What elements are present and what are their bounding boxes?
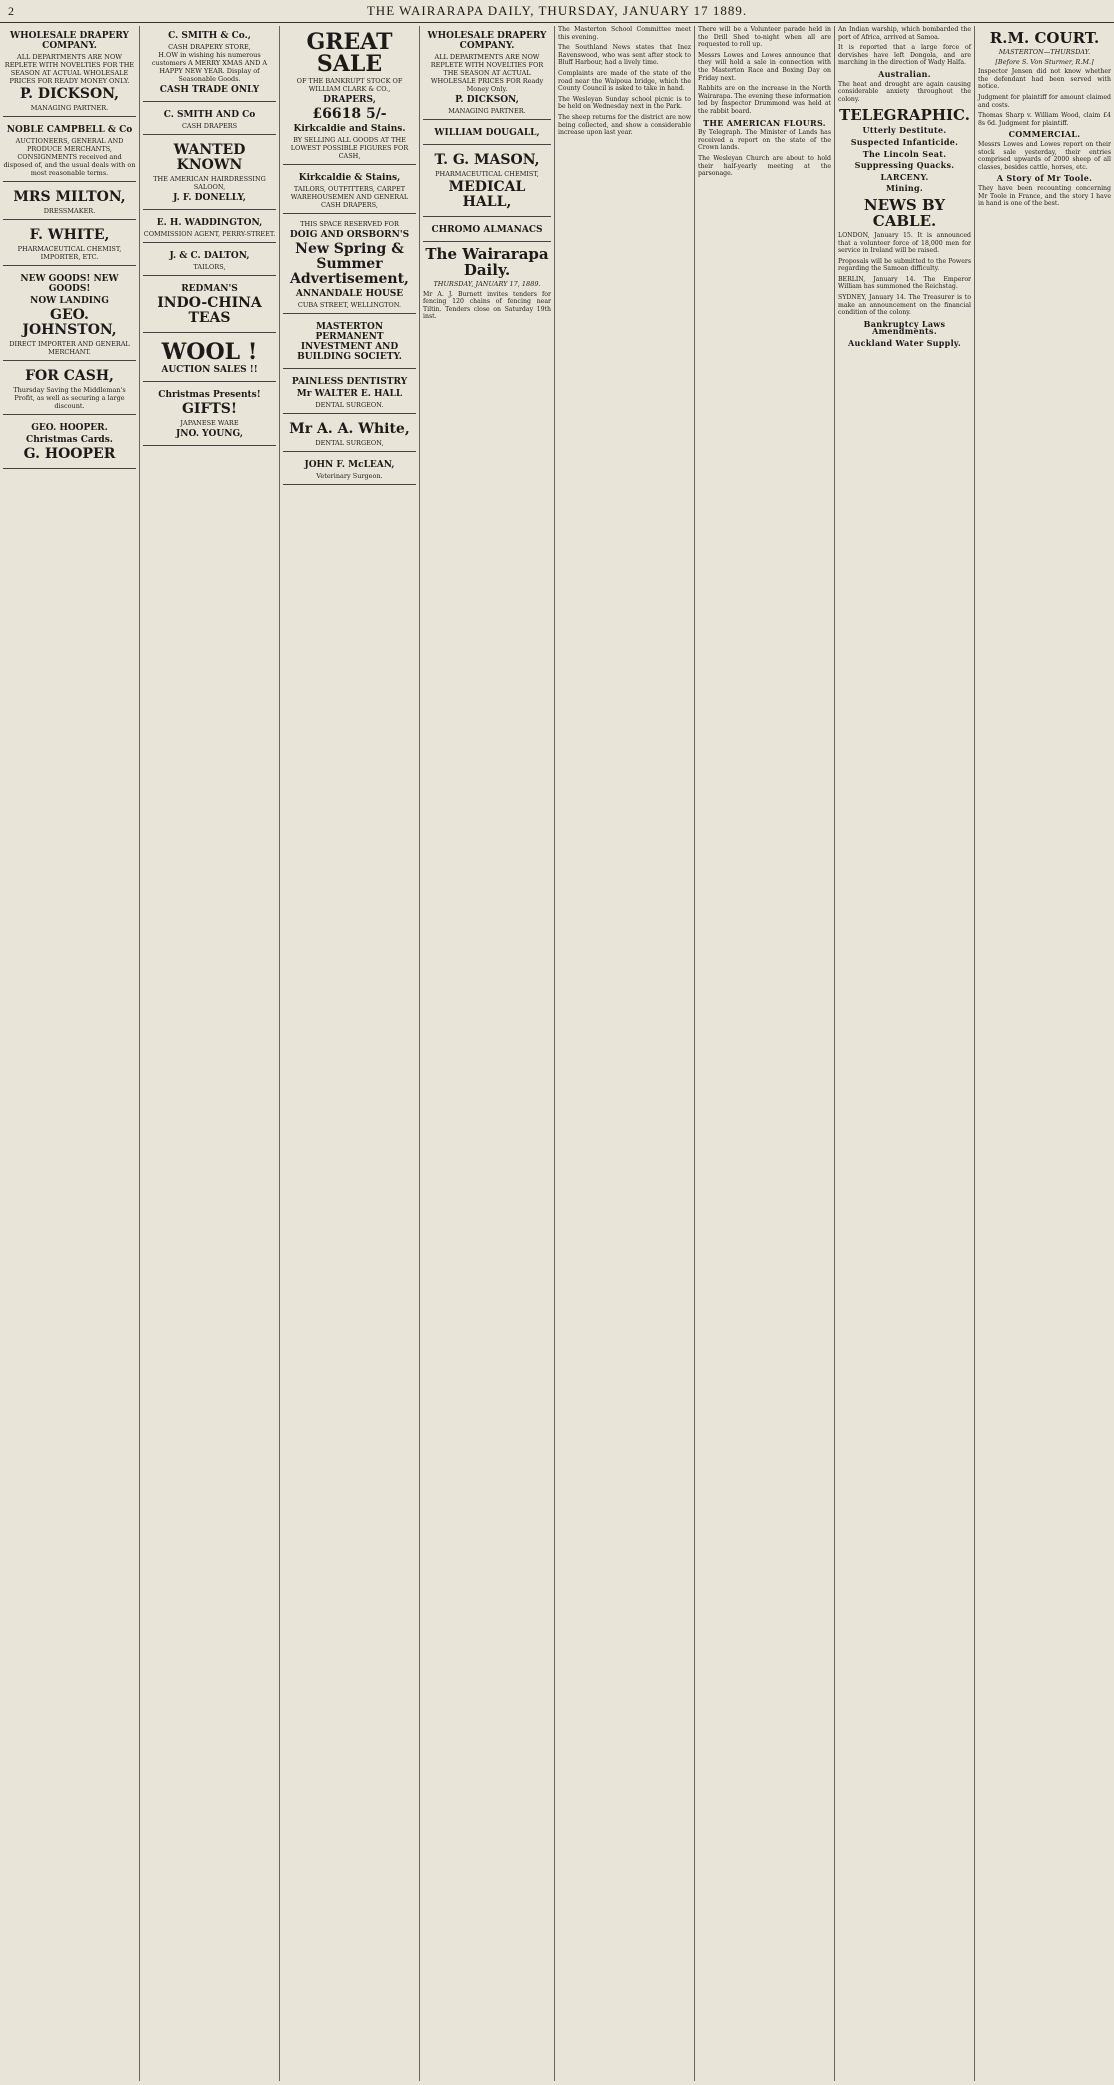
william-dougall-ad	[423, 123, 551, 145]
doig-orsborn-ad	[283, 217, 416, 314]
ad-subheading: THE AMERICAN HAIRDRESSING SALOON,	[153, 175, 266, 191]
tg-mason-ad	[423, 148, 551, 217]
masthead-title: THE WAIRARAPA DAILY, THURSDAY, JANUARY 17 1889.	[366, 3, 748, 18]
ad-heading: E. H. WADDINGTON,	[156, 218, 263, 228]
ad-subheading: NOW LANDING	[30, 296, 109, 306]
column-4	[420, 26, 555, 2081]
section-heading-telegraphic: TELEGRAPHIC.	[839, 106, 970, 125]
ad-subheading: Christmas Cards.	[26, 435, 113, 445]
news-paragraph: Inspector Jensen did not know whether the defendant had been served with notice.	[978, 68, 1111, 91]
news-paragraph: It is reported that a large force of dervishes have left Dongola, and are marching in the direction of Wady Halfa.	[838, 44, 971, 67]
ad-heading: F. WHITE,	[29, 227, 110, 243]
column-5	[555, 26, 695, 2081]
ad-heading: JOHN F. McLEAN,	[304, 460, 395, 470]
ad-name: J. F. DONELLY,	[173, 193, 246, 203]
chromo-almanacs-ad	[423, 220, 551, 242]
column-3	[280, 26, 420, 2081]
ad-heading: MASTERTON PERMANENT INVESTMENT AND BUILDING SOCIETY.	[297, 322, 402, 362]
ad-subheading: TAILORS,	[193, 263, 226, 271]
waddington-ad	[143, 213, 276, 243]
ad-subheading: OF THE BANKRUPT STOCK OF WILLIAM CLARK & CO.,	[296, 77, 403, 93]
ad-role: PHARMACEUTICAL CHEMIST,	[435, 170, 539, 178]
ad-subheading: CASH DRAPERS	[181, 122, 238, 130]
column-1	[0, 26, 140, 2081]
redmans-teas-ad	[143, 279, 276, 333]
ad-role: Veterinary Surgeon.	[316, 472, 383, 480]
news-paragraph: Complaints are made of the state of the road near the Waipoua bridge, which the County Council is asked to take in hand.	[558, 69, 691, 93]
f-white-ad	[3, 223, 136, 266]
kirkcaldie-stains-ad	[283, 168, 416, 214]
ad-cash-notice: CASH TRADE ONLY	[159, 85, 260, 95]
ad-subheading: JAPANESE WARE	[180, 419, 239, 427]
leader-paragraph: Mr A. J. Burnett invites tenders for fencing 120 chains of fencing near Tiltin. Tenders close on Saturday 19th inst.	[423, 290, 551, 321]
section-heading: Suspected Infanticide.	[850, 136, 959, 147]
ad-heading: WANTED KNOWN	[173, 142, 246, 173]
wool-auction-ad	[143, 336, 276, 382]
news-paragraph: Judgment for plaintiff for amount claimed and costs.	[978, 93, 1111, 109]
news-paragraph: An Indian warship, which bombarded the port of Africa, arrived at Samoa.	[838, 26, 971, 41]
section-heading: THE AMERICAN FLOURS.	[703, 117, 826, 128]
page-number: 2	[8, 4, 14, 18]
news-paragraph: Messrs Lowes and Lowes report on their stock sale yesterday, their entries comprised upwards of 2000 sheep of all classes, besides cattle, horses, etc.	[978, 140, 1111, 171]
news-paragraph: Thomas Sharp v. William Wood, claim £4 8s 6d. Judgment for plaintiff.	[978, 112, 1111, 127]
ad-heading: C. SMITH AND Co	[163, 110, 256, 120]
ad-heading: NOBLE CAMPBELL & Co	[6, 125, 133, 135]
section-heading: Bankruptcy Laws Amendments.	[863, 318, 946, 337]
geo-hooper-ad	[3, 418, 136, 469]
ad-body: Kirkcaldie and Stains.	[293, 124, 406, 134]
building-society-ad	[283, 317, 416, 369]
ad-role: MANAGING PARTNER.	[30, 104, 109, 112]
ad-heading: WHOLESALE DRAPERY COMPANY.	[10, 31, 129, 51]
ad-tagline: BY SELLING ALL GOODS AT THE LOWEST POSSIBLE FIGURES FOR CASH,	[290, 136, 409, 160]
ad-heading: WILLIAM DOUGALL,	[434, 128, 540, 138]
news-paragraph: By Telegraph. The Minister of Lands has received a report on the state of the Crown lands.	[698, 129, 831, 152]
ad-subheading: INDO-CHINA TEAS	[157, 295, 262, 326]
wholesale-drapery-ad-2	[423, 26, 551, 120]
ad-name: JNO. YOUNG,	[176, 429, 243, 439]
ad-role: DENTAL SURGEON.	[315, 401, 384, 409]
ad-role: PHARMACEUTICAL CHEMIST, IMPORTER, ETC.	[17, 245, 122, 261]
ad-heading: J. & C. DALTON,	[169, 251, 250, 261]
newspaper-flag: The Wairarapa Daily.	[425, 245, 549, 279]
rm-court-before: [Before S. Von Sturmer, R.M.]	[995, 57, 1094, 66]
commercial-heading: COMMERCIAL.	[1008, 129, 1081, 140]
ad-amount: £6618 5/-	[312, 106, 387, 122]
ad-heading: THIS SPACE RESERVED FOR	[300, 220, 399, 228]
ad-role: DENTAL SURGEON,	[315, 439, 384, 447]
news-paragraph: There will be a Volunteer parade held in the Drill Shed to-night when all are requested to roll up.	[698, 26, 831, 49]
ad-heading: Kirkcaldie & Stains,	[298, 173, 401, 183]
section-heading: The Lincoln Seat.	[862, 148, 947, 159]
ad-subheading: AUCTION SALES !!	[161, 365, 258, 375]
ad-subheading: MEDICAL HALL,	[448, 179, 526, 210]
news-paragraph: The Wesleyan Sunday school picnic is to be held on Wednesday next in the Park.	[558, 95, 691, 111]
ad-heading: GEO. HOOPER.	[31, 423, 108, 433]
column-7	[835, 26, 975, 2081]
ad-heading: Christmas Presents!	[158, 390, 261, 400]
news-paragraph: The Masterton School Committee meet this evening.	[558, 26, 691, 41]
geo-johnston-ad	[3, 269, 136, 361]
column-6	[695, 26, 835, 2081]
news-paragraph: The sheep returns for the district are now being collected, and show a considerable increase upon last year.	[558, 113, 691, 137]
for-cash-ad	[3, 364, 136, 415]
great-sale-ad	[283, 26, 416, 165]
ad-heading: WOOL !	[161, 339, 258, 365]
ad-heading: NEW GOODS! NEW GOODS!	[20, 274, 119, 294]
ad-heading: T. G. MASON,	[434, 152, 540, 168]
news-by-cable-heading: NEWS BY CABLE.	[863, 195, 946, 230]
section-heading: LARCENY.	[880, 171, 929, 182]
section-heading: Utterly Destitute.	[862, 125, 947, 136]
section-heading: Australian.	[878, 68, 931, 79]
ad-role: DRAPERS,	[323, 95, 376, 105]
ad-subheading: ANNANDALE HOUSE	[295, 289, 404, 299]
ad-role: AUCTIONEERS, GENERAL AND PRODUCE MERCHANTS,	[15, 137, 124, 153]
news-paragraph: Messrs Lowes and Lowes announce that they will hold a sale in connection with the Masterton Race and Boxing Day on Friday next.	[698, 51, 831, 82]
news-paragraph: LONDON, January 15. It is announced that a volunteer force of 18,000 men for service in Ireland will be raised.	[838, 231, 971, 255]
ad-name: Mr WALTER E. HALL	[296, 389, 403, 399]
ad-name: GEO. JOHNSTON,	[22, 307, 117, 338]
ad-role: DIRECT IMPORTER AND GENERAL MERCHANT.	[9, 340, 130, 356]
rm-court-sub: MASTERTON—THURSDAY.	[998, 48, 1091, 56]
section-heading: Suppressing Quacks.	[854, 160, 955, 171]
story-heading: A Story of Mr Toole.	[996, 173, 1093, 184]
ad-big-text: New Spring & Summer Advertisement,	[290, 241, 409, 287]
ad-name: DOIG AND ORSBORN'S	[289, 230, 410, 240]
mclean-vet-ad	[283, 455, 416, 485]
rm-court-heading: R.M. COURT.	[989, 29, 1100, 47]
news-paragraph: They have been recounting concerning Mr Toole in France, and the story I have in hand is one of the best.	[978, 184, 1111, 208]
c-smith-cash-drapers-ad	[143, 105, 276, 135]
dalton-tailors-ad	[143, 246, 276, 276]
ad-body: ALL DEPARTMENTS ARE NOW REPLETE WITH NOVELTIES FOR THE SEASON AT ACTUAL WHOLESALE PRICES FOR READY MONEY ONLY.	[4, 53, 135, 85]
editorial-dateline: THURSDAY, JANUARY 17, 1889.	[433, 280, 541, 288]
wanted-known-ad	[143, 138, 276, 210]
wholesale-drapery-ad	[3, 26, 136, 117]
ad-heading: C. SMITH & Co.,	[168, 31, 251, 41]
ad-name: P. DICKSON,	[455, 95, 519, 105]
masthead	[0, 0, 1114, 23]
aa-white-dentist-ad	[283, 417, 416, 452]
ad-subheading: TAILORS, OUTFITTERS, CARPET WAREHOUSEMEN AND GENERAL CASH DRAPERS,	[290, 185, 409, 209]
ad-heading-2: GIFTS!	[181, 401, 238, 417]
ad-subheading: COMMISSION AGENT, PERRY-STREET.	[143, 230, 276, 238]
news-paragraph: The Southland News states that Inez Ravenswood, who was sent after stock to Bluff Harbour, had a lively time.	[558, 44, 691, 67]
section-heading: Mining.	[885, 183, 924, 194]
ad-body: H.OW in wishing his numerous customers A MERRY XMAS AND A HAPPY NEW YEAR. Display of Seasonable Goods.	[151, 51, 268, 83]
walter-hall-dentist-ad	[283, 372, 416, 414]
ad-signature: G. HOOPER	[23, 446, 116, 462]
news-paragraph: Proposals will be submitted to the Powers regarding the Samoan difficulty.	[838, 257, 971, 273]
c-smith-ad	[143, 26, 276, 102]
ad-body: Thursday Saving the Middleman's Profit, as well as securing a large discount.	[13, 386, 126, 410]
ad-address: CUBA STREET, WELLINGTON.	[297, 301, 402, 309]
ad-heading: FOR CASH,	[25, 368, 114, 384]
ad-role: MANAGING PARTNER.	[448, 107, 526, 115]
ad-subheading: CASH DRAPERY STORE,	[168, 43, 251, 51]
ad-heading: GREAT SALE	[306, 29, 393, 77]
news-paragraph: The Wesleyan Church are about to hold their half-yearly meeting at the parsonage.	[698, 154, 831, 178]
column-2	[140, 26, 280, 2081]
news-paragraph: SYDNEY, January 14. The Treasurer is to make an announcement on the financial condition of the colony.	[838, 294, 971, 317]
news-paragraph: Rabbits are on the increase in the North Wairarapa. The evening these information led by Inspector Drummond was held at the rabbit board.	[698, 85, 831, 115]
ad-name: P. DICKSON,	[19, 86, 120, 102]
section-heading: Auckland Water Supply.	[847, 338, 962, 349]
ad-heading: PAINLESS DENTISTRY	[291, 377, 408, 387]
ad-heading: REDMAN'S	[181, 284, 238, 294]
ad-heading: WHOLESALE DRAPERY COMPANY.	[427, 31, 547, 51]
christmas-presents-ad	[143, 385, 276, 446]
column-8	[975, 26, 1114, 2081]
noble-campbell-ad	[3, 120, 136, 182]
ad-body: CONSIGNMENTS received and disposed of, and the usual deals with on most reasonable terms.	[3, 153, 136, 177]
ad-heading: MRS MILTON,	[13, 189, 126, 205]
ad-heading: Mr A. A. White,	[289, 421, 410, 437]
ad-body: ALL DEPARTMENTS ARE NOW REPLETE WITH NOVELTIES FOR THE SEASON AT ACTUAL WHOLESALE PRICES FOR Ready Money Only.	[430, 53, 544, 93]
mrs-milton-ad	[3, 185, 136, 220]
ad-role: DRESSMAKER.	[43, 207, 96, 215]
news-paragraph: BERLIN, January 14. The Emperor William has summoned the Reichstag.	[838, 275, 971, 291]
news-paragraph: The heat and drought are again causing considerable anxiety throughout the colony.	[838, 80, 971, 103]
ad-heading: CHROMO ALMANACS	[431, 225, 543, 235]
